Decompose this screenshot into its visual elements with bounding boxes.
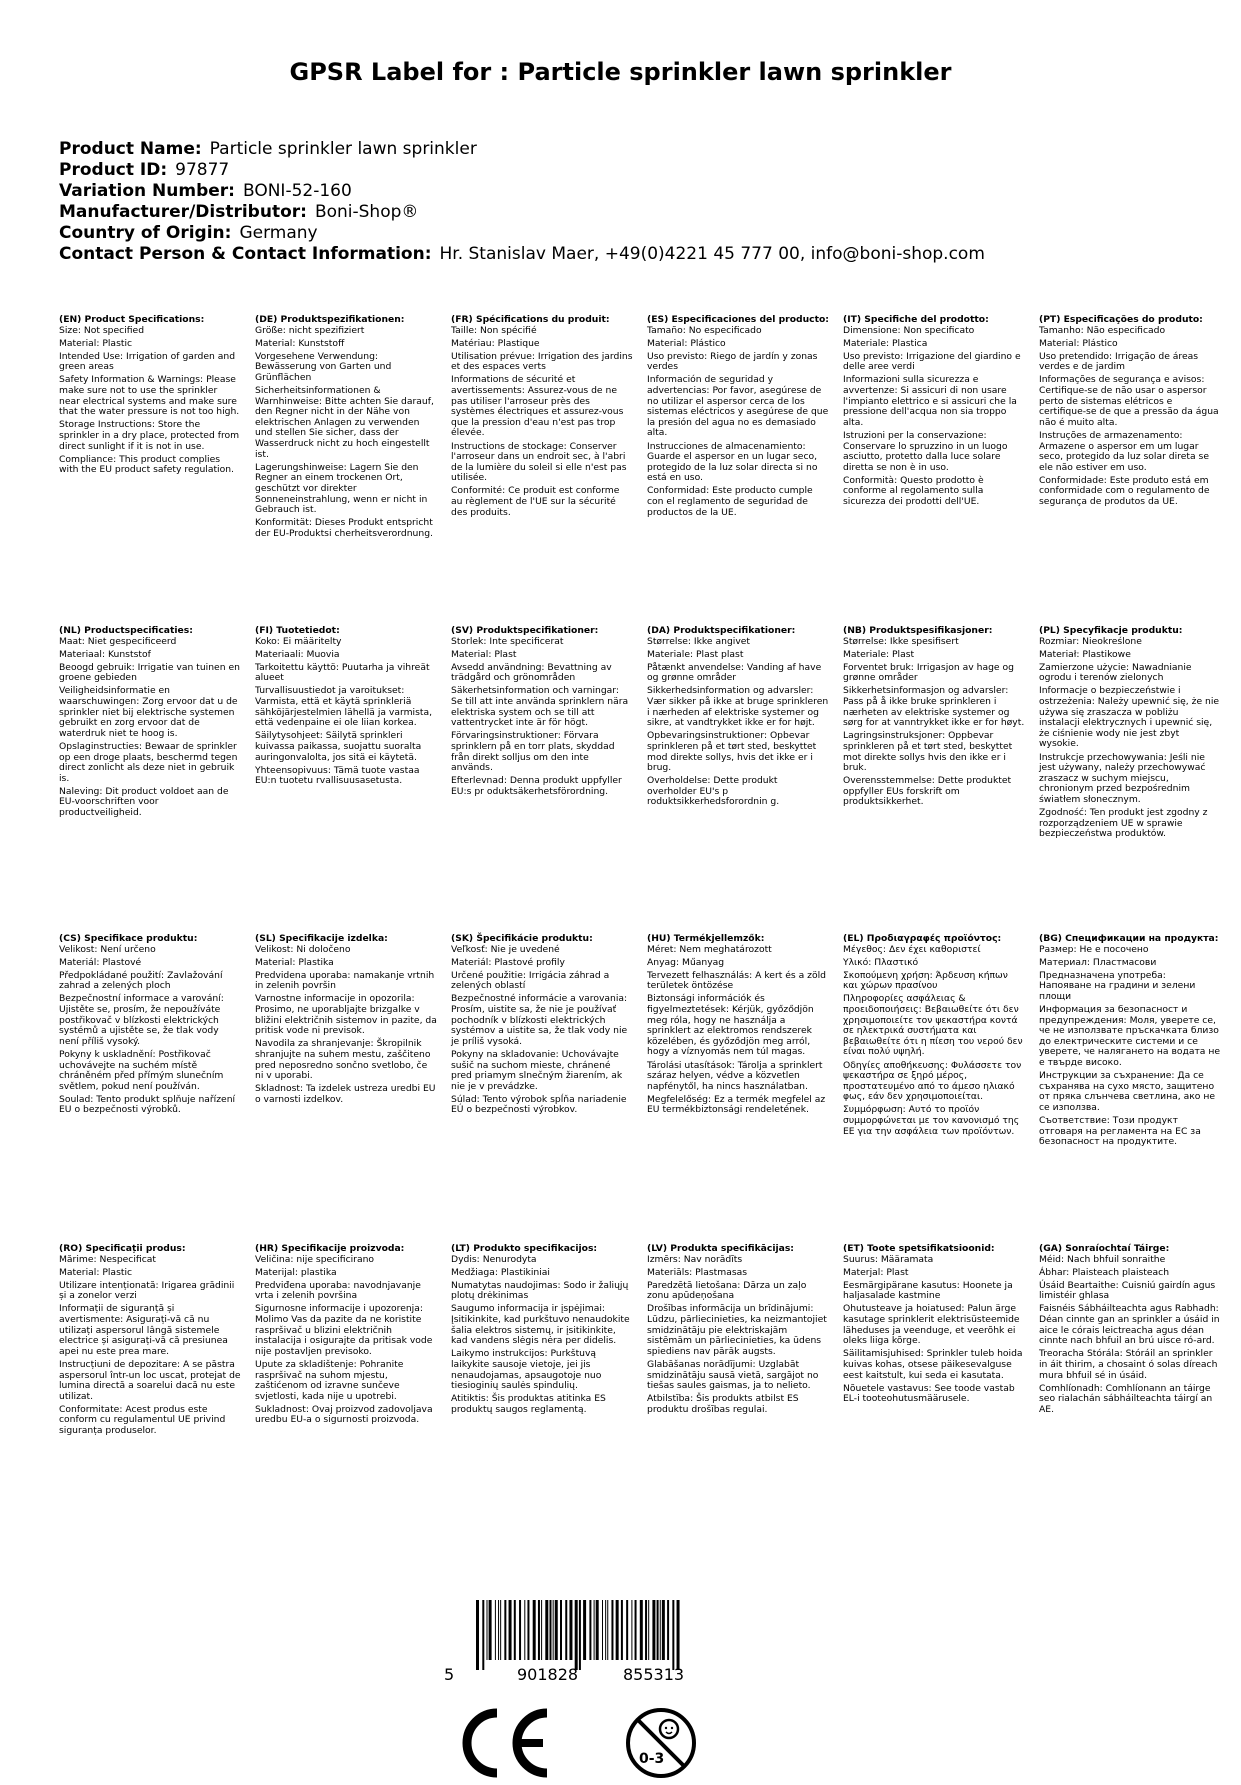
spec-line: Påtænkt anvendelse: Vanding af have og grønne områder (647, 661, 822, 684)
barcode-bar (626, 1600, 628, 1660)
barcode-bar (602, 1600, 603, 1660)
spec-heading: (FI) Tuotetiedot: (255, 625, 340, 636)
barcode-bar (569, 1600, 572, 1660)
spec-block (843, 1244, 1025, 1407)
barcode-bar (611, 1600, 613, 1660)
spec-line: Sikkerhedsinformation og advarsler: Vær sikker på ikke at bruge sprinkleren i nærheden af elektriske systemer og sikre, at vandtrykket ikke er for højt. (647, 685, 829, 729)
spec-block (1039, 1244, 1221, 1418)
spec-line: Naleving: Dit product voldoet aan de EU-voorschriften voor productveiligheid. (59, 785, 229, 818)
barcode-bar (579, 1600, 581, 1670)
spec-line: Určené použitie: Irrigácia záhrad a zelených oblastí (451, 969, 610, 992)
spec-line: Sikkerhetsinformasjon og advarsler: Pass på å ikke bruke sprinkleren i nærheten av elektriske systemer og sørg for at vanntrykket ikke er for høyt. (843, 685, 1025, 729)
spec-line: Predviđena uporaba: navodnjavanje vrta i zelenih površina (255, 1279, 421, 1302)
spec-line: Material: Plastic (59, 1266, 133, 1278)
info-label: Product ID: (59, 160, 168, 180)
spec-line: Rozmiar: Nieokreślone (1039, 635, 1142, 647)
spec-line: Informations de sécurité et avertissements: Assurez-vous de ne pas utiliser l'arroseur près des systèmes électriques et assurez-vous que la pression d'eau n'est pas trop élevée. (451, 374, 624, 439)
spec-heading: (IT) Specifiche del prodotto: (843, 314, 989, 325)
info-value: Hr. Stanislav Maer, +49(0)4221 45 777 00, info@boni-shop.com (439, 244, 985, 264)
spec-line: Instrucciones de almacenamiento: Guarde el aspersor en un lugar seco, protegido de la luz solar directa si no está en uso. (647, 440, 818, 484)
spec-line: Materiale: Plastica (843, 337, 928, 349)
info-value: Boni-Shop® (314, 202, 419, 222)
spec-line: Forventet bruk: Irrigasjon av hage og grønne områder (843, 661, 1014, 684)
spec-heading: (ET) Toote spetsifikatsioonid: (843, 1243, 995, 1254)
spec-line: Ohutusteave ja hoiatused: Palun ärge kasutage sprinklerit elektrisüsteemide läheduses ja veenduge, et veerõhk ei oleks liiga kõrge. (843, 1303, 1020, 1347)
barcode-bar (527, 1600, 529, 1660)
spec-line: Sukladnost: Ovaj proizvod zadovoljava uredbu EU-a o sigurnosti proizvoda. (255, 1403, 433, 1426)
barcode-digits-right: 855313 (623, 1665, 685, 1684)
spec-line: Velikost: Ni določeno (255, 943, 351, 955)
spec-heading: (GA) Sonraíochtaí Táirge: (1039, 1243, 1170, 1254)
spec-line: Soulad: Tento produkt splňuje nařízení EU o bezpečnosti výrobků. (59, 1093, 236, 1116)
spec-block (843, 315, 1025, 510)
spec-line: Compliance: This product complies with the EU product safety regulation. (59, 453, 234, 476)
spec-line: Dydis: Nenurodyta (451, 1253, 537, 1265)
spec-line: Veličina: nije specificirano (255, 1253, 375, 1265)
spec-heading: (HU) Termékjellemzők: (647, 933, 765, 944)
spec-line: Megfelelőség: Ez a termék megfelel az EU termékbiztonsági rendeletének. (647, 1093, 826, 1116)
spec-line: Materiale: Plast plast (647, 648, 744, 660)
barcode-bar (672, 1600, 674, 1670)
info-row (59, 244, 1199, 265)
spec-line: Material: Kunststoff (255, 337, 345, 349)
barcode (440, 1600, 720, 1684)
spec-block (255, 626, 437, 789)
spec-line: Anyag: Műanyag (647, 956, 725, 968)
spec-line: Size: Not specified (59, 324, 145, 336)
barcode-bar (482, 1600, 484, 1670)
info-row (59, 139, 1199, 160)
spec-line: Predvidena uporaba: namakanje vrtnih in zelenih površin (255, 969, 435, 992)
spec-line: Opbevaringsinstruktioner: Opbevar sprinkleren på et tørt sted, beskyttet mod direkte sollys, hvis det ikke er i brug. (647, 730, 817, 774)
spec-heading: (LT) Produkto specifikacijos: (451, 1243, 598, 1254)
spec-block (59, 626, 241, 821)
not-for-children-0-3-icon (628, 1710, 694, 1776)
barcode-bar (550, 1600, 552, 1660)
spec-line: Materjal: Plast (843, 1266, 909, 1278)
spec-block (255, 934, 437, 1108)
barcode-bar (541, 1600, 542, 1660)
spec-block (451, 1244, 633, 1418)
spec-line: Информация за безопасност и предупреждения: Моля, уверете се, че не използвате пръскачката близо до електрическите системи и се уверете, че налягането на водата не е твърде високо. (1039, 1004, 1221, 1069)
barcode-bar (605, 1600, 606, 1660)
spec-line: Avsedd användning: Bevattning av trädgård och grönområden (451, 661, 612, 684)
spec-line: Tamanho: Não especificado (1039, 324, 1166, 336)
spec-line: Konformität: Dieses Produkt entspricht der EU-Produktsi cherheitsverordnung. (255, 517, 433, 539)
spec-line: Varnostne informacije in opozorila: Prosimo, ne uporabljajte brizgalke v bližini električnih sistemov in pazite, da pritisk vode ni previsok. (255, 993, 437, 1037)
spec-line: Съответствие: Този продукт отговаря на регламента на ЕС за безопасност на продуктите. (1039, 1115, 1201, 1148)
spec-line: Informazioni sulla sicurezza e avvertenze: Si assicuri di non usare l'impianto elettrico e si assicuri che la pressione dell'acqua non sia troppo alta. (843, 374, 1017, 428)
spec-heading: (NB) Produktspesifikasjoner: (843, 625, 993, 636)
info-label: Manufacturer/Distributor: (59, 202, 307, 222)
conformity-marks (455, 1705, 785, 1785)
info-value: Germany (239, 223, 318, 243)
spec-line: Méret: Nem meghatározott (647, 943, 772, 955)
spec-line: Koko: Ei määritelty (255, 635, 342, 647)
spec-line: Säilitamisjuhised: Sprinkler tuleb hoida kuivas kohas, otsese päikesevalguse eest kaitstult, kui seda ei kasutata. (843, 1348, 1023, 1381)
barcode-bar (565, 1600, 567, 1660)
spec-line: Conformité: Ce produit est conforme au règlement de l'UE sur la sécurité des produits. (451, 485, 620, 518)
spec-line: Material: Plastika (255, 956, 334, 968)
spec-line: Conformidad: Este producto cumple con el reglamento de seguridad de productos de la UE. (647, 485, 813, 518)
spec-line: Storlek: Inte specificerat (451, 635, 564, 647)
barcode-bar (648, 1600, 649, 1660)
spec-line: Veiligheidsinformatie en waarschuwingen: Zorg ervoor dat u de sprinkler niet bij elektrische systemen gebruikt en zorg ervoor dat de waterdruk niet te hoog is. (59, 685, 238, 739)
barcode-digits-left: 901828 (517, 1665, 579, 1684)
spec-line: Nõuetele vastavus: See toode vastab EL-i tooteohutusmäärusele. (843, 1382, 1015, 1405)
info-row (59, 160, 1199, 181)
spec-line: Sigurnosne informacije i upozorenja: Molimo Vas da pazite da ne koristite raspršivač u blizini električnih instalacija i osigurajte da pritisak vode nije postavljen previsoko. (255, 1303, 433, 1357)
barcode-bar (594, 1600, 595, 1660)
spec-line: Informacje o bezpieczeństwie i ostrzeżenia: Należy upewnić się, że nie używa się zraszacza w pobliżu instalacji elektrycznych i upewnić się, że ciśnienie wody nie jest zbyt wysokie. (1039, 685, 1220, 750)
spec-line: Tervezett felhasználás: A kert és a zöld területek öntözése (647, 969, 826, 992)
spec-line: Yhteensopivuus: Tämä tuote vastaa EU:n tuotetu rvallisuusasetusta. (255, 764, 420, 787)
spec-line: Conformitate: Acest produs este conform cu regulamentul UE privind siguranța produselor. (59, 1403, 226, 1436)
spec-heading: (DE) Produktspezifikationen: (255, 314, 405, 325)
spec-heading: (PT) Especificações do produto: (1039, 314, 1203, 325)
barcode-bar (555, 1600, 558, 1660)
spec-line: Maat: Niet gespecificeerd (59, 635, 177, 647)
spec-line: Lagringsinstruksjoner: Oppbevar sprinkleren på et tørt sted, beskyttet mot direkte sollys hvis den ikke er i bruk. (843, 730, 1013, 774)
spec-line: Taille: Non spécifié (451, 324, 537, 336)
spec-line: Informații de siguranță și avertismente: Asigurați-vă că nu utilizați aspersorul lângă sistemele electrice și asigurați-vă că presiunea apei nu este prea mare. (59, 1303, 228, 1357)
barcode-bar (660, 1600, 661, 1660)
spec-line: Tarkoitettu käyttö: Puutarha ja vihreät alueet (255, 661, 430, 684)
barcode-bar (635, 1600, 637, 1660)
spec-line: Zgodność: Ten produkt jest zgodny z rozporządzeniem UE w sprawie bezpieczeństwa produktów. (1039, 807, 1208, 840)
spec-line: Υλικό: Πλαστικό (843, 956, 919, 968)
spec-line: Vorgesehene Verwendung: Bewässerung von Garten und Grünflächen (255, 350, 392, 383)
spec-heading: (FR) Spécifications du produit: (451, 314, 610, 325)
spec-heading: (SL) Specifikacije izdelka: (255, 933, 388, 944)
spec-line: Beoogd gebruik: Irrigatie van tuinen en groene gebieden (59, 661, 240, 684)
spec-line: Eesmärgipärane kasutus: Hoonete ja haljasalade kastmine (843, 1279, 1013, 1302)
info-label: Contact Person & Contact Information: (59, 244, 432, 264)
barcode-bar (575, 1600, 578, 1670)
barcode-bar (519, 1600, 521, 1660)
spec-line: Instructions de stockage: Conserver l'arroseur dans un endroit sec, à l'abri de la lumière du soleil si elle n'est pas utilisée. (451, 440, 627, 484)
spec-block (59, 934, 241, 1119)
spec-line: Informações de segurança e avisos: Certifique-se de não usar o aspersor perto de sistemas elétricos e certifique-se de que a pressão da água não é muito alta. (1039, 374, 1219, 428)
info-label: Variation Number: (59, 181, 235, 201)
spec-line: Säkerhetsinformation och varningar: Se till att inte använda sprinklern nära elektriska system och se till att vattentrycket inte är för högt. (451, 685, 629, 729)
spec-block (1039, 934, 1221, 1150)
spec-line: Súlad: Tento výrobok spĺňa nariadenie EÚ o bezpečnosti výrobkov. (451, 1093, 627, 1116)
barcode-bar (645, 1600, 647, 1660)
spec-line: Předpokládané použití: Zavlažování zahrad a zelených ploch (59, 969, 223, 992)
spec-line: Úsáid Beartaithe: Cuisniú gairdín agus limistéir ghlasa (1039, 1279, 1216, 1302)
spec-heading: (HR) Specifikacije proizvoda: (255, 1243, 405, 1254)
spec-line: Tamaño: No especificado (647, 324, 762, 336)
spec-line: Συμμόρφωση: Αυτό το προϊόν συμμορφώνεται με τον κανονισμό της ΕΕ για την ασφάλεια των προϊόντων. (843, 1104, 1020, 1137)
spec-heading: (EL) Προδιαγραφές προϊόντος: (843, 933, 1002, 944)
spec-line: Upute za skladištenje: Pohranite raspršivač na suhom mjestu, zaštićenom od izravne sunčeve svjetlosti, kada nije u upotrebi. (255, 1358, 404, 1402)
spec-line: Materijal: plastika (255, 1266, 337, 1278)
spec-line: Uso pretendido: Irrigação de áreas verdes e de jardim (1039, 350, 1199, 373)
spec-line: Laikymo instrukcijos: Purkštuvą laikykite sausoje vietoje, jei jis nenaudojamas, apsaugotoje nuo tiesioginių saulės spindulių. (451, 1348, 602, 1392)
spec-line: Οδηγίες αποθήκευσης: Φυλάσσετε τον ψεκαστήρα σε ξηρό μέρος, προστατευμένο από το άμεσο ηλιακό φως, εάν δεν χρησιμοποιείται. (843, 1059, 1022, 1103)
barcode-bar (509, 1600, 512, 1660)
barcode-bar (652, 1600, 655, 1660)
spec-heading: (NL) Productspecificaties: (59, 625, 193, 636)
spec-block (647, 1244, 829, 1418)
spec-block (255, 1244, 437, 1429)
barcode-bar (596, 1600, 599, 1660)
age-warning-label: 0-3 (639, 1751, 665, 1767)
spec-line: Información de seguridad y advertencias: Por favor, asegúrese de no utilizar el aspersor cerca de los sistemas eléctricos y asegúrese de que la presión del agua no es demasiado alta. (647, 374, 829, 439)
barcode-bar (667, 1600, 669, 1660)
spec-line: Instrucțiuni de depozitare: A se păstra aspersorul într-un loc uscat, protejat de lumina directă a soarelui dacă nu este utilizat. (59, 1358, 241, 1402)
spec-line: Comhlíonadh: Comhlíonann an táirge seo rialachán sábháilteachta táirgí an AE. (1039, 1382, 1213, 1415)
spec-block (647, 315, 829, 521)
barcode-digit-lead: 5 (444, 1665, 455, 1684)
spec-block (843, 626, 1025, 811)
spec-line: Materiaali: Muovia (255, 648, 340, 660)
spec-line: Opslaginstructies: Bewaar de sprinkler op een droge plaats, beschermd tegen direct zonlicht als deze niet in gebruik is. (59, 740, 238, 784)
spec-line: Pokyny k uskladnění: Postřikovač uchovávejte na suchém místě chráněném před přímým slunečním světlem, pokud není používán. (59, 1048, 224, 1092)
spec-line: Biztonsági információk és figyelmeztetések: Kérjük, győződjön meg róla, hogy ne használja a sprinklert az elektromos rendszerek közelében, és győződjön meg arról, hogy a víznyomás nem túl magas. (647, 993, 814, 1058)
spec-line: Størrelse: Ikke spesifisert (843, 635, 959, 647)
info-value: BONI-52-160 (242, 181, 352, 201)
spec-heading: (BG) Спецификации на продукта: (1039, 933, 1219, 944)
spec-line: Intended Use: Irrigation of garden and green areas (59, 350, 236, 373)
barcode-bars (476, 1600, 680, 1670)
spec-line: Faisnéis Sábháilteachta agus Rabhadh: Déan cinnte gan an sprinkler a úsáid in aice le córais leictreacha agus déan cinnte nach bhfuil an brú uisce ró-ard. (1039, 1303, 1220, 1347)
barcode-bar (621, 1600, 623, 1660)
spec-heading: (CS) Specifikace produktu: (59, 933, 198, 944)
spec-line: Förvaringsinstruktioner: Förvara sprinklern på en torr plats, skyddad från direkt solljus om den inte används. (451, 730, 615, 774)
spec-line: Conformidade: Este produto está em conformidade com o regulamento de segurança de produtos da UE. (1039, 474, 1210, 507)
spec-line: Atbilstība: Šis produkts atbilst ES produktu drošības regulai. (647, 1393, 799, 1415)
barcode-bar (500, 1600, 501, 1660)
info-row (59, 223, 1199, 244)
spec-line: Instrukcje przechowywania: Jeśli nie jest używany, należy przechowywać zraszacz w suchym miejscu, chronionym przed bezpośrednim światłem słonecznym. (1039, 751, 1206, 805)
spec-block (647, 934, 829, 1119)
spec-line: Πληροφορίες ασφάλειας & προειδοποιήσεις: Βεβαιωθείτε ότι δεν χρησιμοποιείτε τον ψεκαστήρα κοντά σε ηλεκτρικά συστήματα και βεβαιωθείτε ότι η πίεση του νερού δεν είναι πολύ υψηλή. (843, 993, 1023, 1058)
spec-line: Размер: Не е посочено (1039, 943, 1149, 955)
spec-line: Numatytas naudojimas: Sodo ir žaliųjų plotų drėkinimas (451, 1279, 629, 1302)
barcode-bar (489, 1600, 492, 1660)
spec-block (1039, 626, 1221, 842)
spec-line: Zamierzone użycie: Nawadnianie ogrodu i terenów zielonych (1039, 661, 1192, 684)
spec-line: Μέγεθος: Δεν έχει καθοριστεί (843, 943, 981, 955)
spec-line: Atitiktis: Šis produktas atitinka ES produktų saugos reglamentą. (451, 1393, 606, 1415)
barcode-bar (533, 1600, 536, 1660)
info-row (59, 181, 1199, 202)
spec-heading: (SK) Špecifikácie produktu: (451, 933, 593, 944)
info-label: Country of Origin: (59, 223, 232, 243)
spec-block (451, 315, 633, 521)
spec-line: Mărime: Nespecificat (59, 1253, 156, 1265)
barcode-bar (476, 1600, 479, 1670)
spec-line: Σκοπούμενη χρήση: Άρδευση κήπων και χώρων πρασίνου (843, 969, 1008, 992)
spec-line: Material: Plast (451, 648, 517, 660)
barcode-bar (560, 1600, 562, 1660)
spec-line: Medžiaga: Plastikiniai (451, 1266, 550, 1278)
spec-line: Saugumo informacija ir įspėjimai: Įsitikinkite, kad purkštuvo nenaudokite šalia elektros sistemų, ir įsitikinkite, kad vandens slėgis nėra per didelis. (451, 1303, 630, 1347)
barcode-bar (640, 1600, 643, 1660)
spec-line: Materiale: Plast (843, 648, 915, 660)
spec-line: Velikost: Není určeno (59, 943, 156, 955)
spec-line: Ábhar: Plaisteach plaisteach (1039, 1266, 1170, 1278)
barcode-bar (607, 1600, 608, 1660)
info-value: 97877 (175, 160, 230, 180)
spec-line: Istruzioni per la conservazione: Conservare lo spruzzino in un luogo asciutto, protetto dalla luce solare diretta se non è in uso. (843, 429, 1008, 473)
spec-line: Størrelse: Ikke angivet (647, 635, 751, 647)
spec-line: Overholdelse: Dette produkt overholder EU's p roduktsikkerhedsforordnin g. (647, 775, 780, 808)
spec-line: Bezpečnostné informácie a varovania: Prosím, uistite sa, že nie je používať pochodník v blízkosti elektrických systémov a uistite sa, že tlak vody nie je príliš vysoká. (451, 993, 628, 1047)
spec-block (451, 934, 633, 1119)
spec-line: Matériau: Plastique (451, 337, 540, 349)
spec-line: Safety Information & Warnings: Please make sure not to use the sprinkler near electrical systems and make sure that the water pressure is not too high. (59, 374, 240, 418)
barcode-bar (498, 1600, 499, 1660)
spec-line: Materiál: Plastové profily (451, 956, 565, 968)
spec-line: Materiál: Plastové (59, 956, 142, 968)
spec-line: Conformità: Questo prodotto è conforme al regolamento sulla sicurezza dei prodotti dell'UE. (843, 474, 984, 507)
spec-line: Paredzētā lietošana: Dārza un zaļo zonu apūdeņošana (647, 1279, 807, 1302)
barcode-bar (616, 1600, 619, 1660)
spec-line: Material: Plástico (647, 337, 726, 349)
barcode-bar (538, 1600, 540, 1660)
barcode-bar (545, 1600, 548, 1660)
spec-line: Instruções de armazenamento: Armazene o aspersor em um lugar seco, protegido da luz solar direta se ele não estiver em uso. (1039, 429, 1209, 473)
barcode-bar (677, 1600, 680, 1670)
page-title: GPSR Label for : Particle sprinkler lawn sprinkler (289, 58, 952, 86)
spec-line: Skladnost: Ta izdelek ustreza uredbi EU o varnosti izdelkov. (255, 1083, 436, 1105)
spec-line: Uso previsto: Irrigazione del giardino e delle aree verdi (843, 350, 1021, 373)
spec-line: Glabāšanas norādījumi: Uzglabāt smidzinātāju sausā vietā, sargājot no tiešas saules gaismas, ja to nelieto. (647, 1358, 819, 1392)
spec-block (1039, 315, 1221, 510)
spec-line: Lagerungshinweise: Lagern Sie den Regner an einem trockenen Ort, geschützt vor direkter Sonneneinstrahlung, wenn er nicht in Gebrauch ist. (255, 461, 428, 516)
spec-line: Utilisation prévue: Irrigation des jardins et des espaces verts (451, 350, 633, 373)
spec-line: Materiāls: Plastmasas (647, 1266, 748, 1278)
spec-line: Veľkosť: Nie je uvedené (451, 943, 560, 955)
spec-line: Säilytysohjeet: Säilytä sprinkleri kuivassa paikassa, suojattu suoralta auringonvalolta, jos sitä ei käytetä. (255, 730, 422, 763)
barcode-bar (553, 1600, 554, 1660)
spec-line: Materiał: Plastikowe (1039, 648, 1131, 660)
info-label: Product Name: (59, 139, 202, 159)
spec-block (59, 1244, 241, 1439)
info-value: Particle sprinkler lawn sprinkler (209, 139, 477, 159)
spec-line: Инструкции за съхранение: Да се съхранява на сухо място, защитено от пряка слънчева светлина, ако не се използва. (1039, 1070, 1215, 1113)
info-row (59, 202, 1199, 223)
spec-line: Material: Plástico (1039, 337, 1118, 349)
spec-line: Material: Plastic (59, 337, 133, 349)
spec-line: Suurus: Määramata (843, 1253, 934, 1265)
barcode-bar (662, 1600, 665, 1660)
product-info (59, 139, 1199, 265)
spec-heading: (ES) Especificaciones del producto: (647, 314, 829, 325)
spec-line: Efterlevnad: Denna produkt uppfyller EU:s pr oduktsäkerhetsförordning. (451, 775, 622, 797)
ce-mark-icon (467, 1713, 547, 1773)
barcode-bar (487, 1600, 488, 1660)
spec-line: Treoracha Stórála: Stóráil an sprinkler in áit thirim, a chosaint ó solas díreach mura bhfuil sé in úsáid. (1039, 1348, 1218, 1381)
barcode-bar (589, 1600, 591, 1660)
spec-line: Izmērs: Nav norādīts (647, 1253, 743, 1265)
spec-line: Uso previsto: Riego de jardín y zonas verdes (647, 350, 818, 373)
barcode-bar (524, 1600, 525, 1660)
barcode-bar (631, 1600, 632, 1660)
spec-line: Navodila za shranjevanje: Škropilnik shranjujte na suhem mestu, zaščiteno pred neposredno sončno svetlobo, če ni v uporabi. (255, 1038, 431, 1082)
spec-line: Pokyny na skladovanie: Uchovávajte sušič na suchom mieste, chránené pred priamym slnečným žiarením, ak nie je v prevádzke. (451, 1048, 623, 1092)
spec-line: Drošības informācija un brīdinājumi: Lūdzu, pārliecinieties, ka neizmantojiet smidzinātāju pie elektriskajām sistēmām un pārliecinieties, ka ūdens spiediens nav pārāk augsts. (647, 1303, 827, 1357)
spec-line: Overensstemmelse: Dette produktet oppfyller EUs forskrift om produktsikkerhet. (843, 775, 1012, 808)
barcode-bar (657, 1600, 659, 1660)
spec-line: Méid: Nach bhfuil sonraithe (1039, 1253, 1166, 1265)
barcode-bar (514, 1600, 516, 1660)
spec-heading: (EN) Product Specifications: (59, 314, 205, 325)
spec-line: Bezpečnostní informace a varování: Ujistěte se, prosím, že nepoužíváte postřikovač v blízkosti elektrických systémů a ujistěte se, že tlak vody není příliš vysoký. (59, 993, 224, 1047)
spec-line: Dimensione: Non specificato (843, 324, 975, 336)
spec-line: Materiaal: Kunststof (59, 648, 151, 660)
spec-line: Utilizare intenționată: Irigarea grădinii și a zonelor verzi (59, 1279, 235, 1302)
barcode-bar (495, 1600, 496, 1660)
spec-heading: (LV) Produkta specifikācijas: (647, 1243, 794, 1254)
spec-block (647, 626, 829, 811)
spec-line: Материал: Пластмасови (1039, 956, 1157, 968)
spec-line: Tárolási utasítások: Tárolja a sprinklert száraz helyen, védve a közvetlen napfénytől, ha nincs használatban. (647, 1059, 823, 1092)
spec-heading: (RO) Specificații produs: (59, 1243, 186, 1254)
spec-heading: (SV) Produktspecifikationer: (451, 625, 599, 636)
spec-line: Storage Instructions: Store the sprinkler in a dry place, protected from direct sunlight if it is not in use. (59, 419, 240, 452)
spec-line: Turvallisuustiedot ja varoitukset: Varmista, että et käytä sprinkleriä sähköjärjestelmien lähellä ja varmista, että vedenpaine ei ole liian korkea. (255, 685, 433, 729)
barcode-bar (583, 1600, 586, 1660)
spec-line: Предназначена употреба: Напояване на градини и зелени площи (1039, 969, 1196, 1002)
spec-line: Sicherheitsinformationen & Warnhinweise: Bitte achten Sie darauf, den Regner nicht in der Nähe von elektrischen Anlagen zu verwenden und stellen Sie sicher, dass der Wasserdruck nicht zu hoch eingestellt ist. (255, 385, 434, 460)
spec-block (255, 315, 437, 542)
spec-heading: (DA) Produktspecifikationer: (647, 625, 796, 636)
spec-block (451, 626, 633, 800)
spec-line: Größe: nicht spezifiziert (255, 324, 365, 336)
barcode-bar (504, 1600, 506, 1660)
spec-block (843, 934, 1025, 1140)
spec-block (59, 315, 241, 478)
spec-heading: (PL) Specyfikacje produktu: (1039, 625, 1183, 636)
